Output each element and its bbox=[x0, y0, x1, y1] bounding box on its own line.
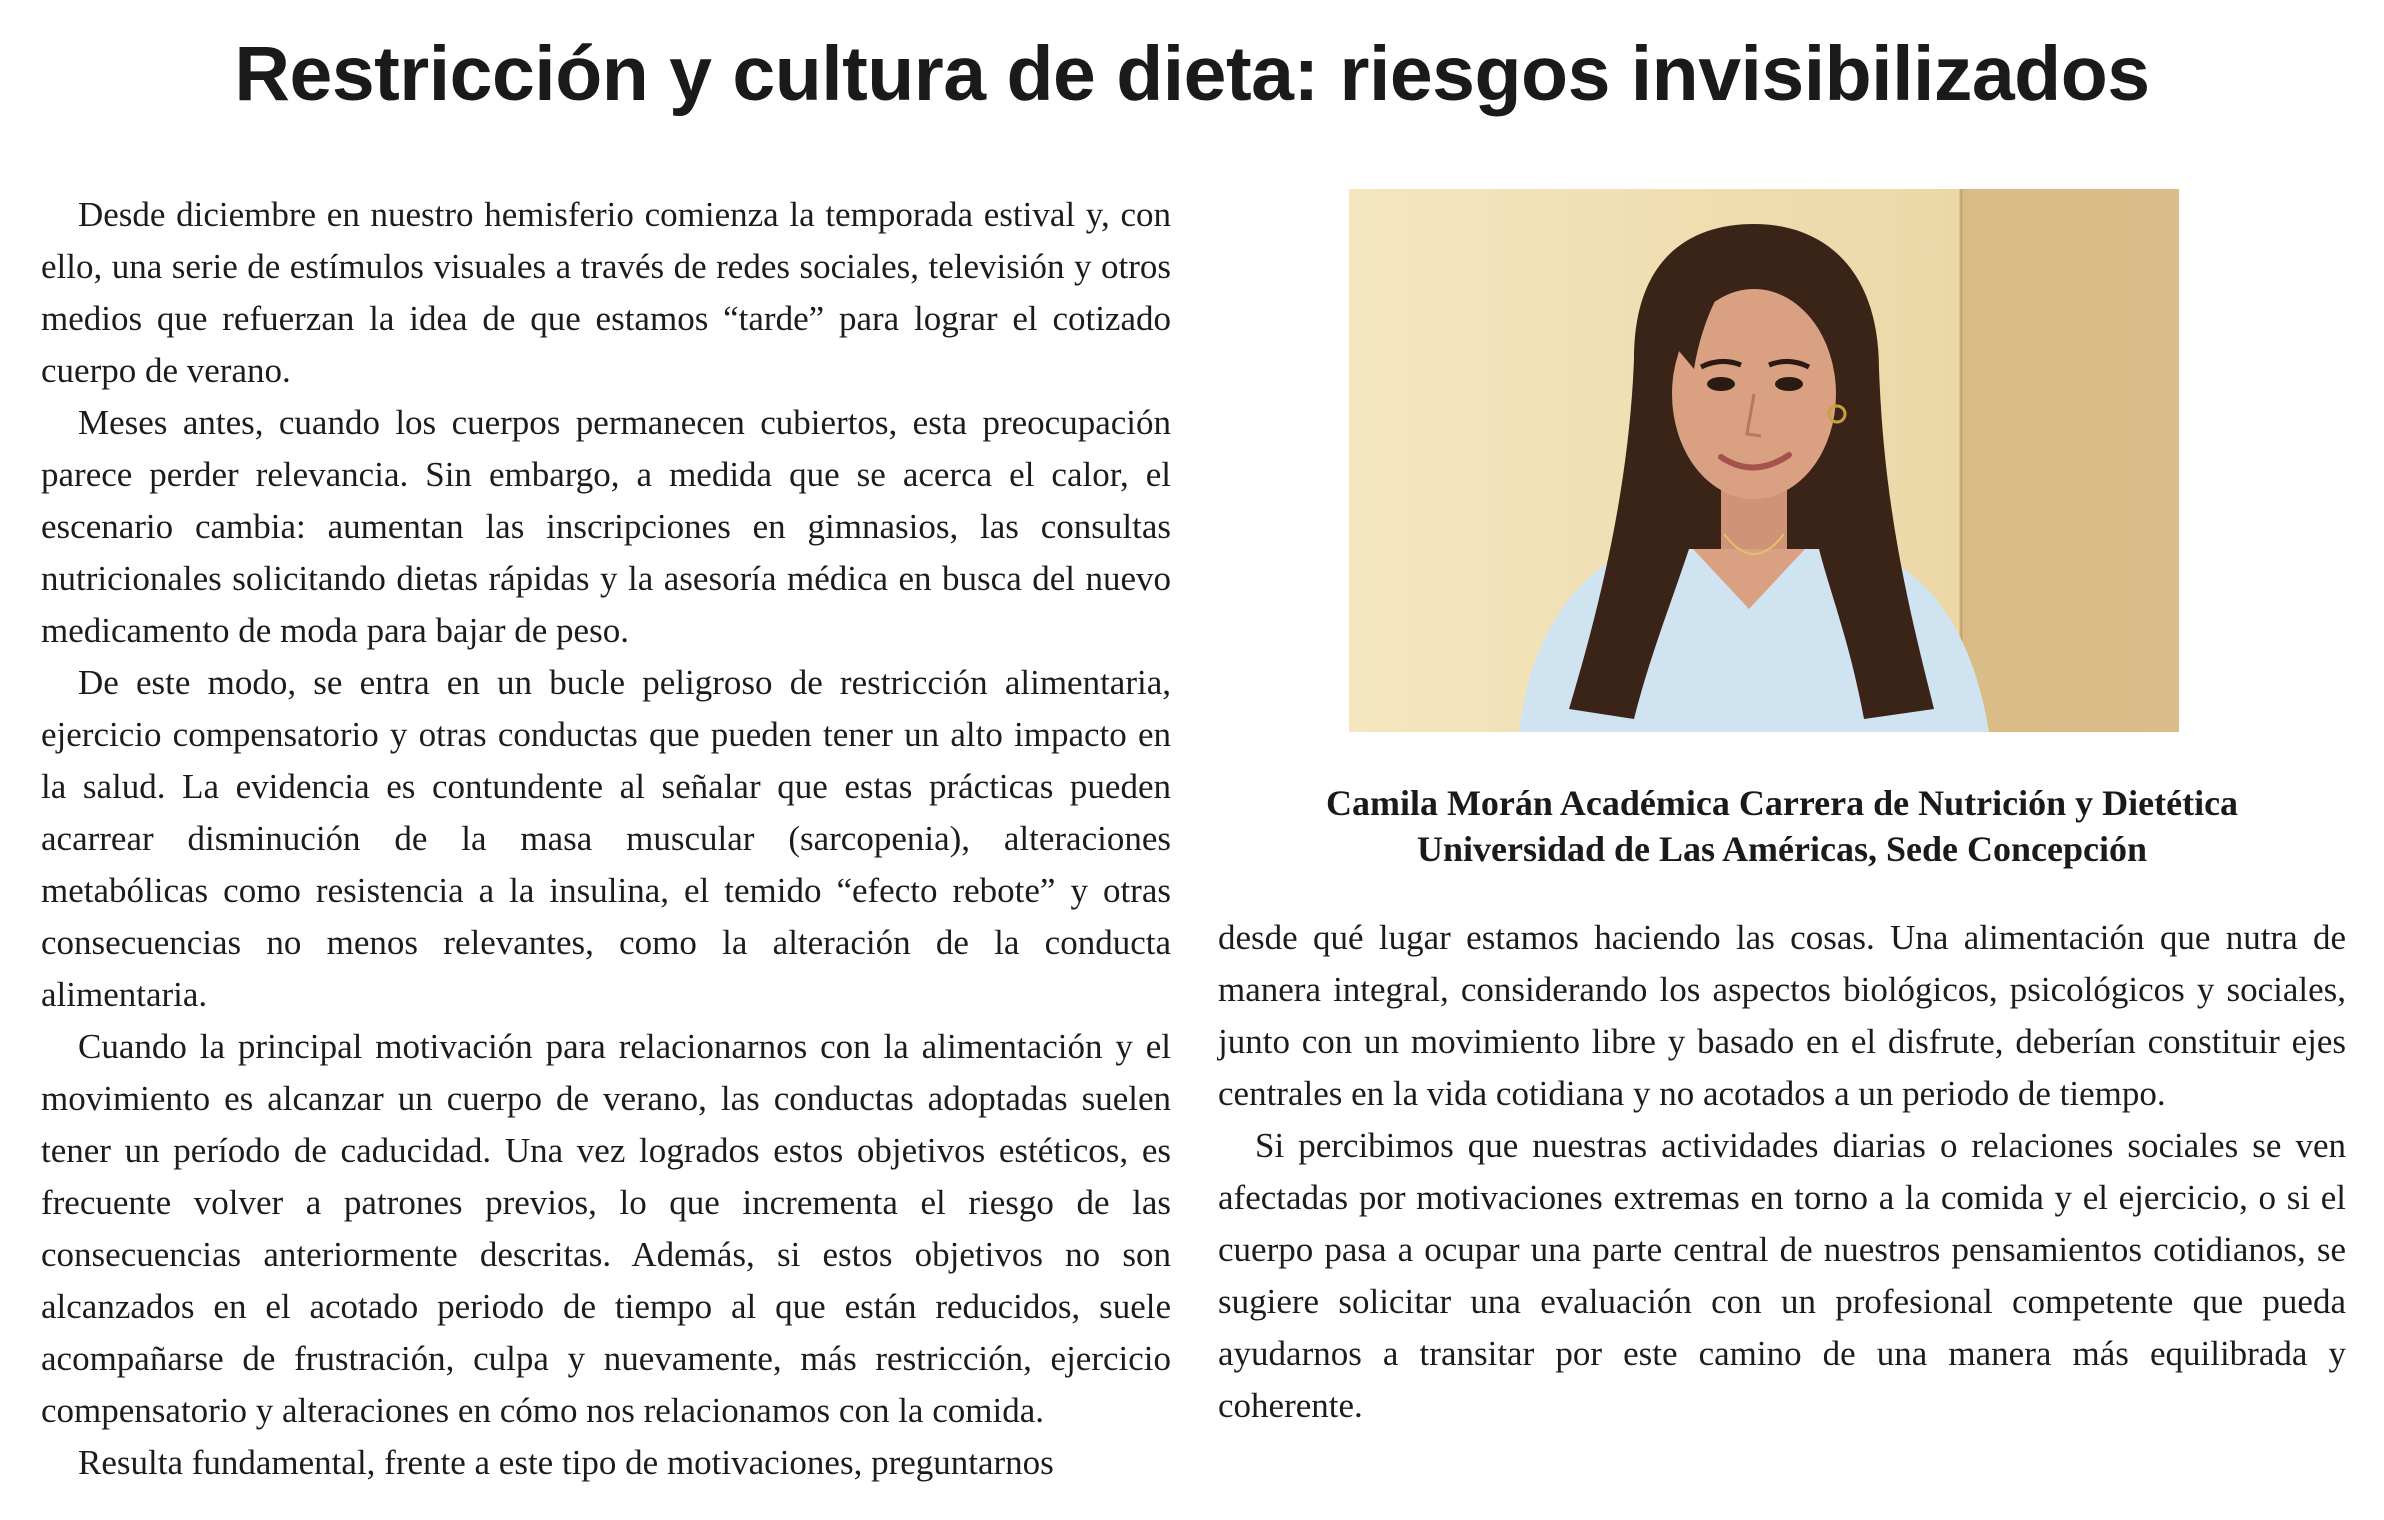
paragraph: Si percibimos que nuestras actividades diarias o relaciones sociales se ven afectadas por motivaciones extremas en torno a la comida y el ejercicio, o si el cuerpo pasa a ocupar una parte central de nuestros pensamientos cotidianos, se sugiere solicitar una evaluación con un profesional competente que pueda ayudarnos a transitar por este camino de una manera más equilibrada y coherente. bbox=[1218, 1126, 2346, 1425]
author-photo bbox=[1349, 189, 2179, 732]
caption-line: Universidad de Las Américas, Sede Concepción bbox=[1416, 829, 2147, 869]
paragraph: Meses antes, cuando los cuerpos permanecen cubiertos, esta preocupación parece perder relevancia. Sin embargo, a medida que se acerca el calor, el escenario cambia: aumentan las inscripciones en gimnasios, las consultas nutricionales solicitando dietas rápidas y la asesoría médica en busca del nuevo medicamento de moda para bajar de peso. bbox=[41, 403, 1171, 650]
right-column bbox=[1218, 912, 2346, 1432]
caption-line: Camila Morán Académica Carrera de Nutrición y Dietética bbox=[1325, 783, 2239, 823]
paragraph: Resulta fundamental, frente a este tipo de motivaciones, preguntarnos bbox=[78, 1443, 1054, 1482]
left-column bbox=[41, 189, 1171, 1489]
paragraph: Desde diciembre en nuestro hemisferio comienza la temporada estival y, con ello, una serie de estímulos visuales a través de redes sociales, televisión y otros medios que refuerzan la idea de que estamos “tarde” para lograr el cotizado cuerpo de verano. bbox=[41, 195, 1171, 390]
paragraph: De este modo, se entra en un bucle peligroso de restricción alimentaria, ejercicio compensatorio y otras conductas que pueden tener un alto impacto en la salud. La evidencia es contundente al señalar que estas prácticas pueden acarrear disminución de la masa muscular (sarcopenia), alteraciones metabólicas como resistencia a la insulina, el temido “efecto rebote” y otras consecuencias no menos relevantes, como la alteración de la conducta alimentaria. bbox=[41, 663, 1171, 1014]
paragraph: desde qué lugar estamos haciendo las cosas. Una alimentación que nutra de manera integral, considerando los aspectos biológicos, psicológicos y sociales, junto con un movimiento libre y basado en el disfrute, deberían constituir ejes centrales en la vida cotidiana y no acotados a un periodo de tiempo. bbox=[1218, 918, 2346, 1113]
paragraph: Cuando la principal motivación para relacionarnos con la alimentación y el movimiento es alcanzar un cuerpo de verano, las conductas adoptadas suelen tener un período de caducidad. Una vez logrados estos objetivos estéticos, es frecuente volver a patrones previos, lo que incrementa el riesgo de las consecuencias anteriormente descritas. Además, si estos objetivos no son alcanzados en el acotado periodo de tiempo al que están reducidos, suele acompañarse de frustración, culpa y nuevamente, más restricción, ejercicio compensatorio y alteraciones en cómo nos relacionamos con la comida. bbox=[41, 1027, 1171, 1430]
photo-caption bbox=[1218, 780, 2346, 872]
author-portrait-icon bbox=[1349, 189, 2179, 732]
article-title: Restricción y cultura de dieta: riesgos invisibilizados bbox=[234, 31, 2150, 117]
